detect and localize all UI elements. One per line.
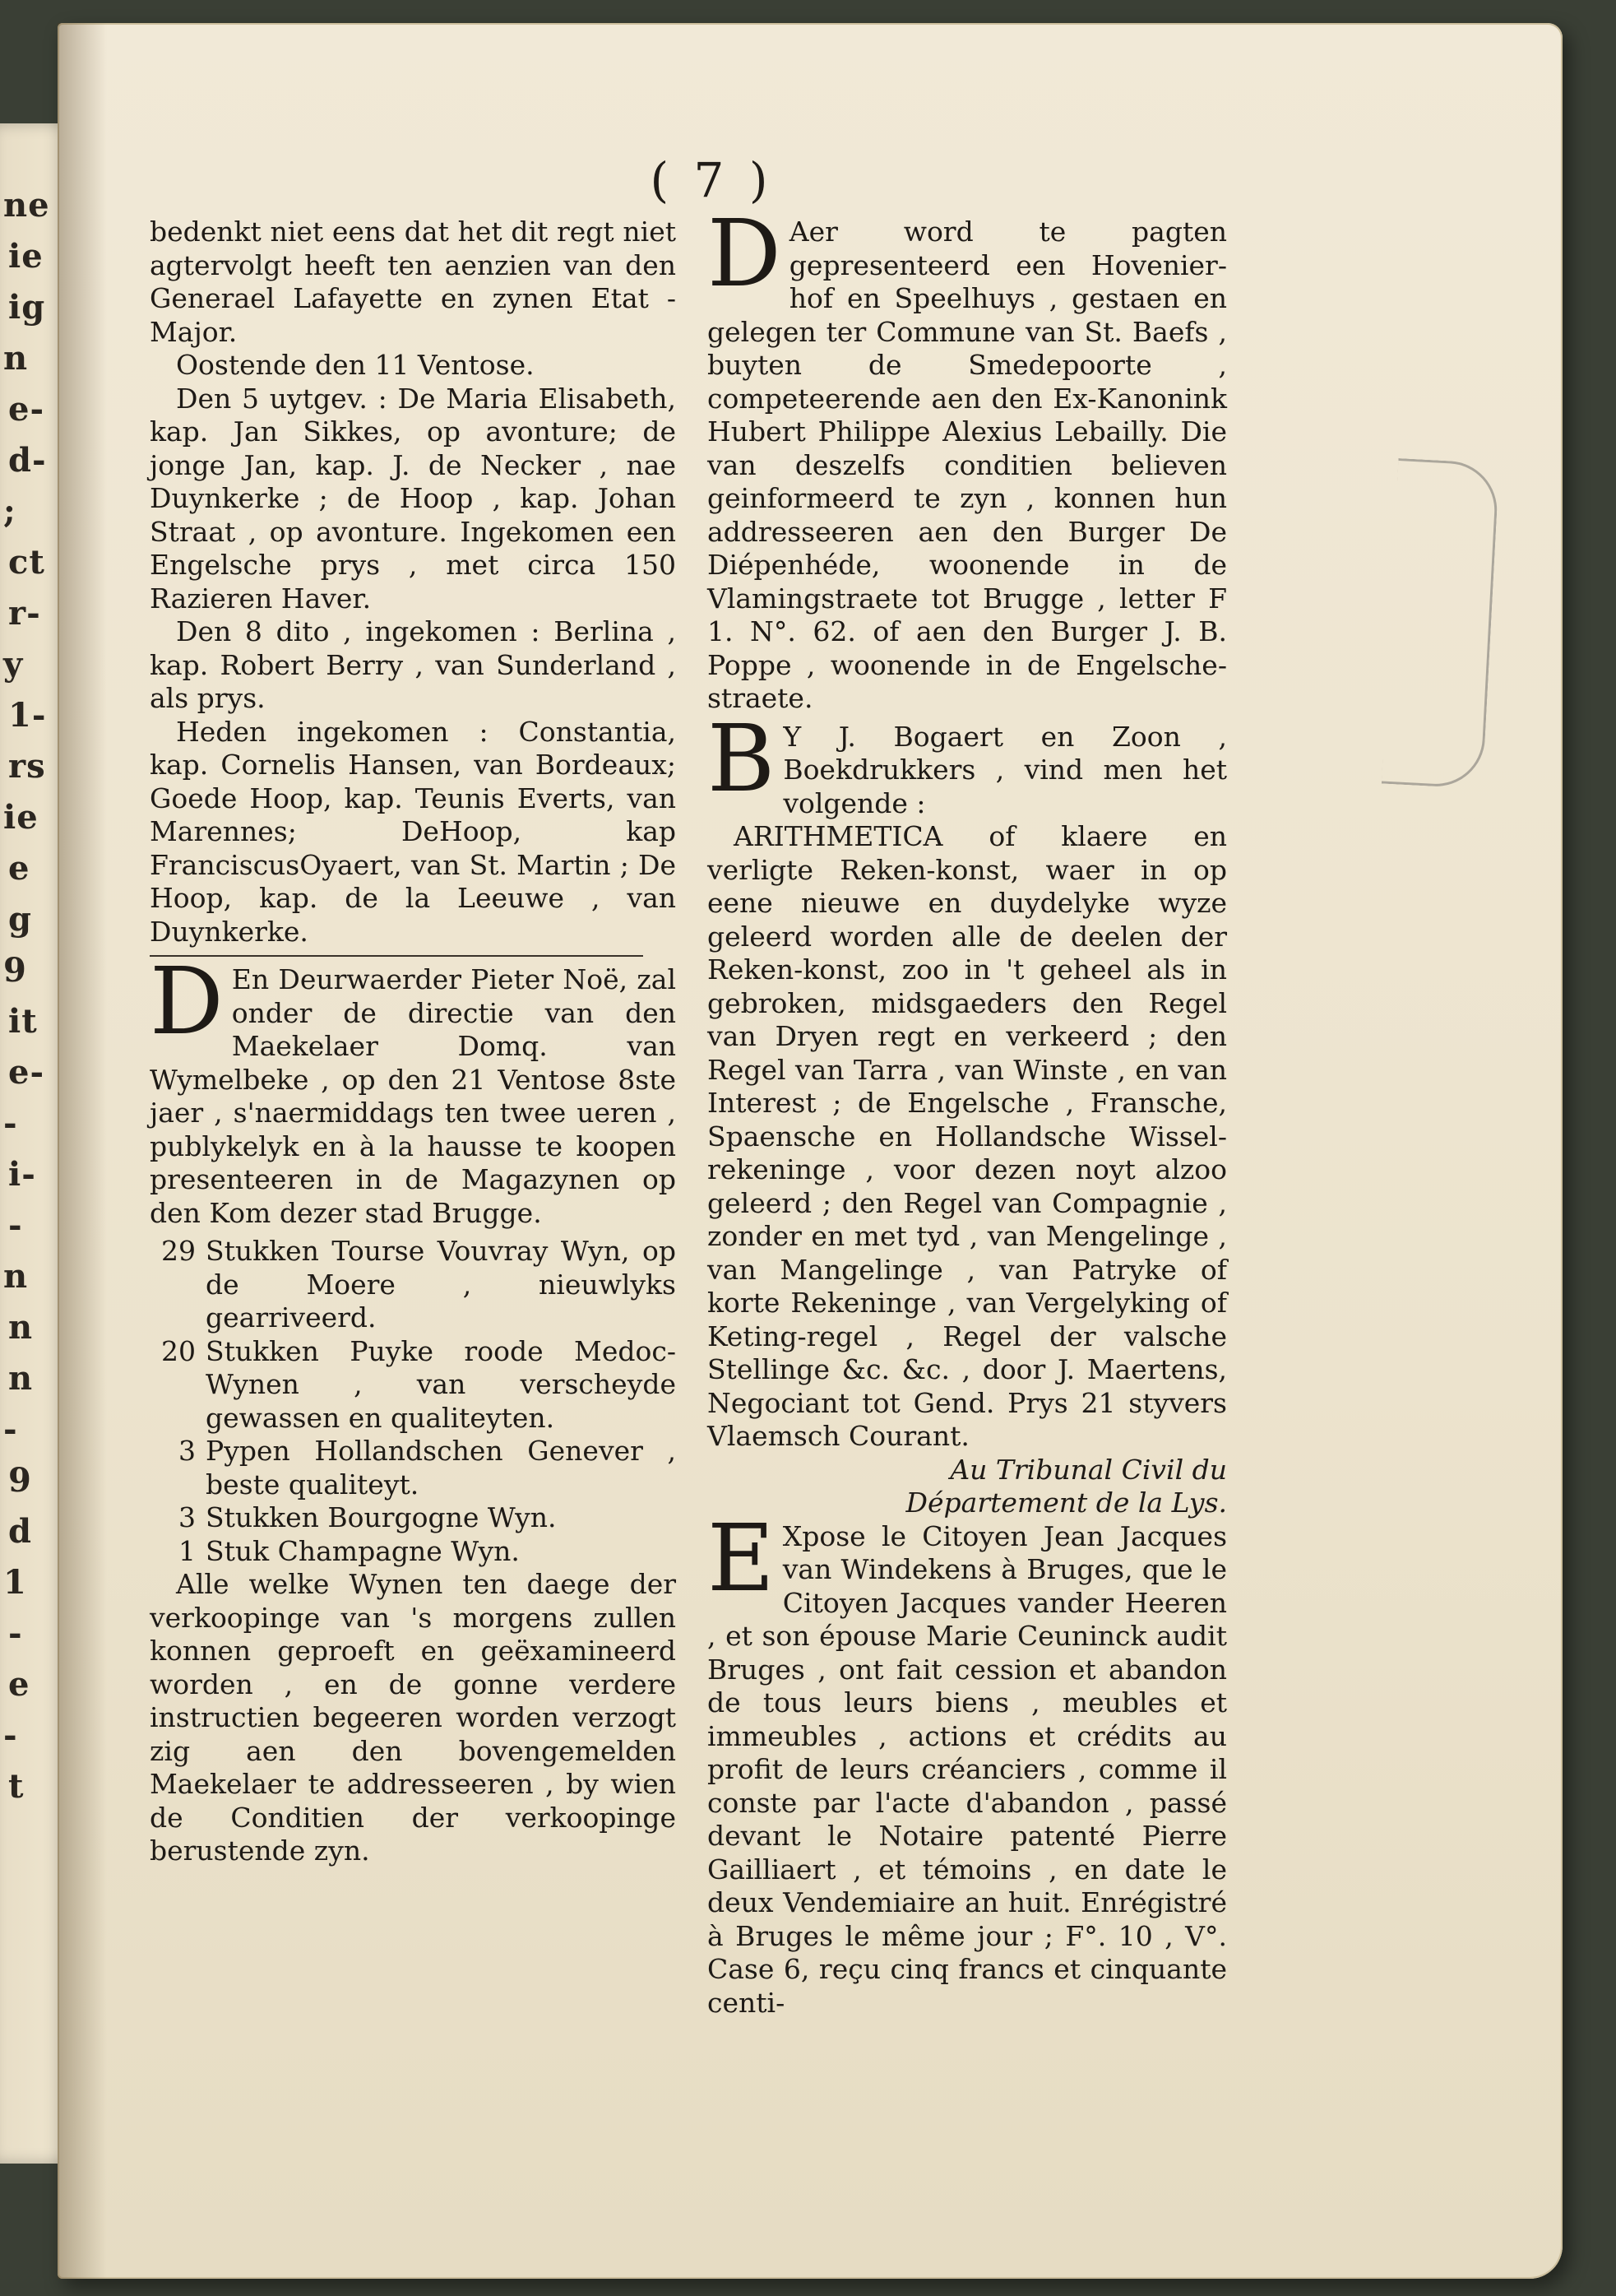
library-stamp (1382, 458, 1500, 789)
facing-page-fragment: ig (8, 288, 46, 327)
book-description: ARITHMETICA of klaere en verligte Reken-konst, waer in op eene nieuwe en duydelyke wyze geleerd worden alle de deelen der Reken-konst, zoo in 't geheel als in gebroken, midsgaeders den Regel van Dryen regt en verkeerd ; den Regel van Tarra , van Winste , en van Interest ; de Engelsche , Fransche, Spaensche en Hollandsche Wissel-rekeninge , voor dezen noyt alzoo geleerd ; den Regel van Compagnie , zonder en met tyd , van Mengelinge , van Mangelinge , van Patryke of korte Rekeninge , van Vergelyking of Keting-regel , Regel der valsche Stellinge &c. &c. , door J. Maertens, Negociant tot Gend. Prys 21 styvers Vlaemsch Courant. (707, 820, 1227, 1452)
left-column (150, 216, 676, 1868)
item-quantity: 20 (161, 1334, 196, 1367)
drop-cap: B (707, 705, 776, 813)
auction-notice (150, 949, 676, 1230)
facing-page-fragment: i- (8, 1155, 36, 1194)
drop-cap: D (150, 949, 224, 1055)
facing-page-fragment: g (8, 900, 32, 939)
facing-page-fragment: d- (8, 441, 47, 480)
right-column (707, 201, 1227, 2020)
section-divider (150, 955, 643, 957)
bookseller-notice-text: Y J. Bogaert en Zoon , Boekdrukkers , vind men het volgende : (783, 720, 1227, 819)
lease-notice (707, 201, 1227, 716)
drop-cap: D (707, 201, 781, 308)
shipping-news-2: Den 8 dito , ingekomen : Berlina , kap. Robert Berry , van Sunderland , als prys. (150, 615, 676, 714)
facing-page-fragment: ie (3, 798, 39, 837)
shipping-news-3: Heden ingekomen : Constantia, kap. Cornelis Hansen, van Bordeaux; Goede Hoop, kap. Teunis Everts, van Marennes; DeHoop, kap FranciscusOyaert, van St. Martin ; De Hoop, kap. de la Leeuwe , van Duynkerke. (150, 715, 676, 948)
auction-closing: Alle welke Wynen ten daege der verkoopinge van 's morgens zullen konnen geproeft en geëxamineerd worden , en de gonne verdere instructien begeeren worden verzogt zig aen den bovengemelden Maekelaer te addresseeren , by wien de Conditien der verkoopinge berustende zyn. (150, 1568, 676, 1867)
facing-page-fragment: n (8, 1359, 34, 1398)
tribunal-notice (707, 1505, 1227, 2020)
item-quantity: 1 (178, 1534, 196, 1567)
facing-page-fragment: 9 (3, 951, 27, 990)
facing-page-fragment: 1- (8, 696, 47, 735)
item-text: Pypen Hollandschen Genever , beste qualiteyt. (206, 1435, 676, 1501)
list-item (150, 1435, 676, 1501)
facing-page-fragment: 1 (3, 1563, 27, 1602)
page-gutter (58, 23, 107, 2279)
item-text: Stukken Tourse Vouvray Wyn, op de Moere , nieuwlyks gearriveerd. (206, 1235, 676, 1334)
facing-page-fragment: e- (8, 390, 45, 429)
dateline: Oostende den 11 Ventose. (176, 349, 535, 381)
list-item (150, 1501, 676, 1535)
article-continuation: bedenkt niet eens dat het dit regt niet agtervolgt heeft ten aenzien van den Generael Lafayette en zynen Etat -Major. (150, 216, 676, 348)
facing-page-fragment: 9 (8, 1461, 32, 1500)
auction-notice-text: En Deurwaerder Pieter Noë, zal onder de directie van den Maekelaer Domq. van Wymelbeke , op den 21 Ventose 8ste jaer , s'naermiddags ten twee ueren , publykelyk en à la hausse te koopen presenteeren in de Magazynen op den Kom dezer stad Brugge. (150, 963, 676, 1229)
facing-page-fragment: ie (8, 237, 44, 276)
facing-page-fragment: - (8, 1206, 23, 1245)
facing-page-fragment: - (8, 1614, 23, 1653)
facing-page-fragment: - (3, 1104, 18, 1143)
facing-page-fragment: n (8, 1308, 34, 1347)
lease-notice-text: Aer word te pagten gepresenteerd een Hovenier-hof en Speelhuys , gestaen en gelegen ter Commune van St. Baefs , buyten de Smedepoorte , competeerende aen den Ex-Kanonink Hubert Philippe Alexius Lebailly. Die van deszelfs conditien believen geinformeerd te zyn , konnen hun addresseeren aen den Burger De Diépenhéde, woonende in de Vlamingstraete tot Brugge , letter F 1. N°. 62. of aen den Burger J. B. Poppe , woonende in de Engelsche-straete. (707, 216, 1227, 714)
facing-page-fragment: - (3, 1410, 18, 1449)
facing-page-fragment: n (3, 1257, 29, 1296)
list-item (150, 1235, 676, 1335)
item-text: Stukken Bourgogne Wyn. (206, 1501, 557, 1533)
facing-page-fragment: ct (8, 543, 45, 582)
facing-page-fragment: n (3, 339, 29, 378)
list-item (150, 1535, 676, 1569)
item-text: Stuk Champagne Wyn. (206, 1534, 520, 1567)
item-quantity: 29 (161, 1235, 196, 1267)
facing-page-fragment: t (8, 1767, 25, 1806)
facing-page-fragment: d (8, 1512, 32, 1551)
facing-page-fragment: e- (8, 1053, 45, 1092)
facing-page-fragment: y (3, 645, 24, 684)
item-text: Stukken Puyke roode Medoc-Wynen , van verscheyde gewassen en qualiteyten. (206, 1334, 676, 1434)
facing-page-fragment: r- (8, 594, 41, 633)
facing-page-fragment: it (8, 1002, 38, 1041)
facing-page-fragment: ; (3, 492, 16, 531)
facing-page-fragment: ne (3, 186, 50, 225)
page-number: ( 7 ) (650, 152, 773, 208)
facing-page-fragment: - (3, 1716, 18, 1755)
drop-cap: E (707, 1505, 775, 1612)
facing-page-fragment: e (8, 849, 30, 888)
tribunal-notice-text: Xpose le Citoyen Jean Jacques van Windekens à Bruges, que le Citoyen Jacques vander Heeren , et son épouse Marie Ceuninck audit Bruges , ont fait cession et abandon de tous leurs biens , meubles et immeubles , actions et crédits au profit de leurs créanciers , comme il conste par l'acte d'abandon , passé devant le Notaire patenté Pierre Gailliaert , et témoins , en date le deux Vendemiaire an huit. Enrégistré à Bruges le même jour ; F°. 10 , V°. Case 6, reçu cinq francs et cinquante centi- (707, 1519, 1227, 2019)
item-quantity: 3 (178, 1435, 196, 1467)
bookseller-notice (707, 705, 1227, 821)
list-item (150, 1335, 676, 1436)
wine-list (150, 1235, 676, 1568)
facing-page-fragment: rs (8, 747, 46, 786)
tribunal-heading: Au Tribunal Civil du Département de la Lys. (905, 1453, 1227, 1519)
item-quantity: 3 (178, 1501, 196, 1533)
shipping-news-1: Den 5 uytgev. : De Maria Elisabeth, kap. Jan Sikkes, op avonture; de jonge Jan, kap. J. de Necker , nae Duynkerke ; de Hoop , kap. Johan Straat , op avonture. Ingekomen een Engelsche prys , met circa 150 Razieren Haver. (150, 382, 676, 615)
facing-page-fragment: e (8, 1665, 30, 1704)
